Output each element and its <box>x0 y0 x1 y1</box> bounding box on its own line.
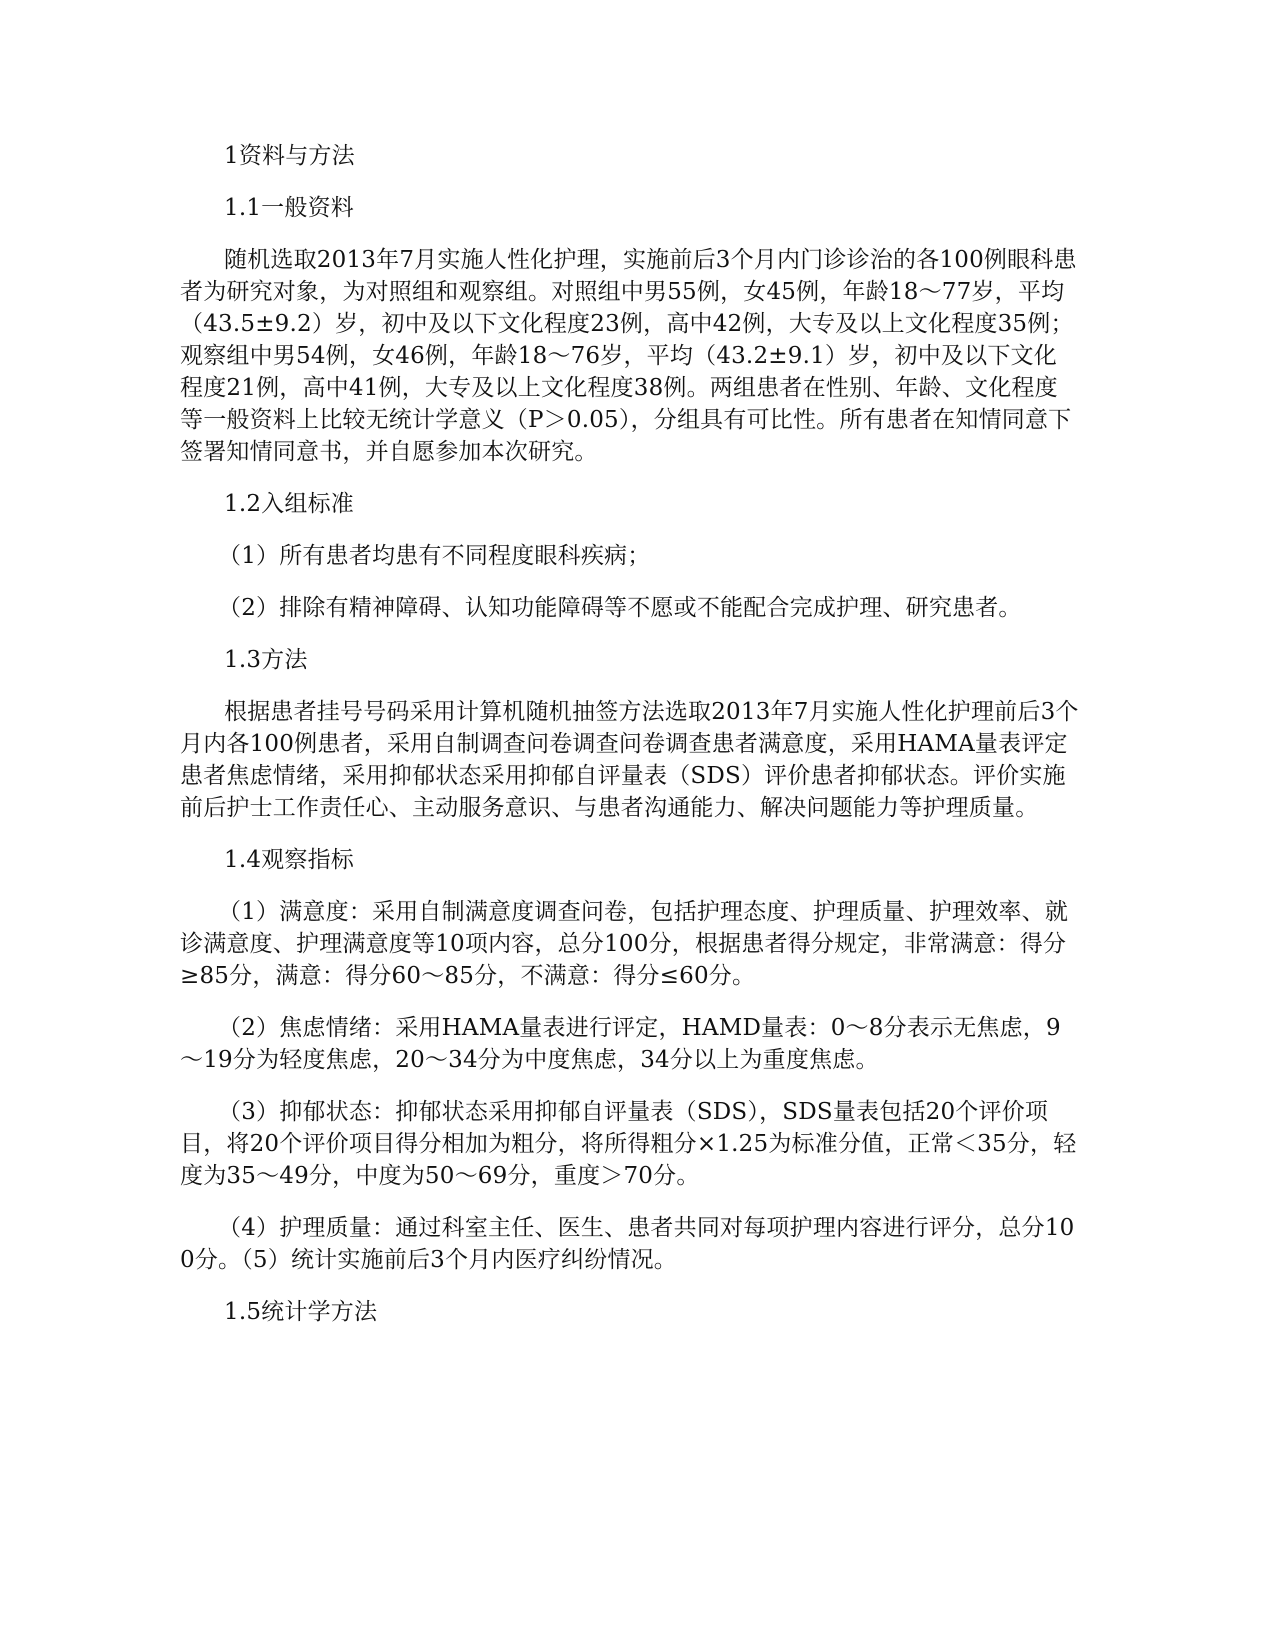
criteria-item-2: （2）排除有精神障碍、认知功能障碍等不愿或不能配合完成护理、研究患者。 <box>218 595 1022 621</box>
section-heading-1-3: 1.3方法 <box>224 647 308 673</box>
indicator-anxiety: （2）焦虑情绪：采用HAMA量表进行评定，HAMD量表：0～8分表示无焦虑，9～19分为轻度焦虑，20～34分为中度焦虑，34分以上为重度焦虑。 <box>180 1015 1061 1073</box>
section-heading-1-5: 1.5统计学方法 <box>224 1299 378 1325</box>
criteria-item-1: （1）所有患者均患有不同程度眼科疾病； <box>218 543 651 569</box>
paragraph-general-data: 随机选取2013年7月实施人性化护理，实施前后3个月内门诊诊治的各100例眼科患者为研究对象，为对照组和观察组。对照组中男55例，女45例，年龄18～77岁，平均（43.5±9.2）岁，初中及以下文化程度23例，高中42例，大专及以上文化程度35例；观察组中男54例，女46例，年龄18～76岁，平均（43.2±9.1）岁，初中及以下文化程度21例，高中41例，大专及以上文化程度38例。两组患者在性别、年龄、文化程度等一般资料上比较无统计学意义（P＞0.05），分组具有可比性。所有患者在知情同意下签署知情同意书，并自愿参加本次研究。 <box>180 247 1077 465</box>
paragraph-methods: 根据患者挂号号码采用计算机随机抽签方法选取2013年7月实施人性化护理前后3个月内各100例患者，采用自制调查问卷调查问卷调查患者满意度，采用HAMA量表评定患者焦虑情绪，采用抑郁状态采用抑郁自评量表（SDS）评价患者抑郁状态。评价实施前后护士工作责任心、主动服务意识、与患者沟通能力、解决问题能力等护理质量。 <box>180 699 1079 821</box>
indicator-nursing-quality: （4）护理质量：通过科室主任、医生、患者共同对每项护理内容进行评分，总分100分。（5）统计实施前后3个月内医疗纠纷情况。 <box>180 1215 1075 1273</box>
indicator-depression: （3）抑郁状态：抑郁状态采用抑郁自评量表（SDS），SDS量表包括20个评价项目，将20个评价项目得分相加为粗分，将所得粗分×1.25为标准分值，正常＜35分，轻度为35～49分，中度为50～69分，重度＞70分。 <box>180 1099 1077 1189</box>
section-heading-1-2: 1.2入组标准 <box>224 491 354 517</box>
section-heading-1-1: 1.1一般资料 <box>224 195 354 221</box>
indicator-satisfaction: （1）满意度：采用自制满意度调查问卷，包括护理态度、护理质量、护理效率、就诊满意度、护理满意度等10项内容，总分100分，根据患者得分规定，非常满意：得分≥85分，满意：得分60～85分，不满意：得分≤60分。 <box>180 899 1069 989</box>
document-page <box>180 140 1080 1348</box>
section-heading-1-4: 1.4观察指标 <box>224 847 354 873</box>
section-heading-1: 1资料与方法 <box>224 143 355 169</box>
